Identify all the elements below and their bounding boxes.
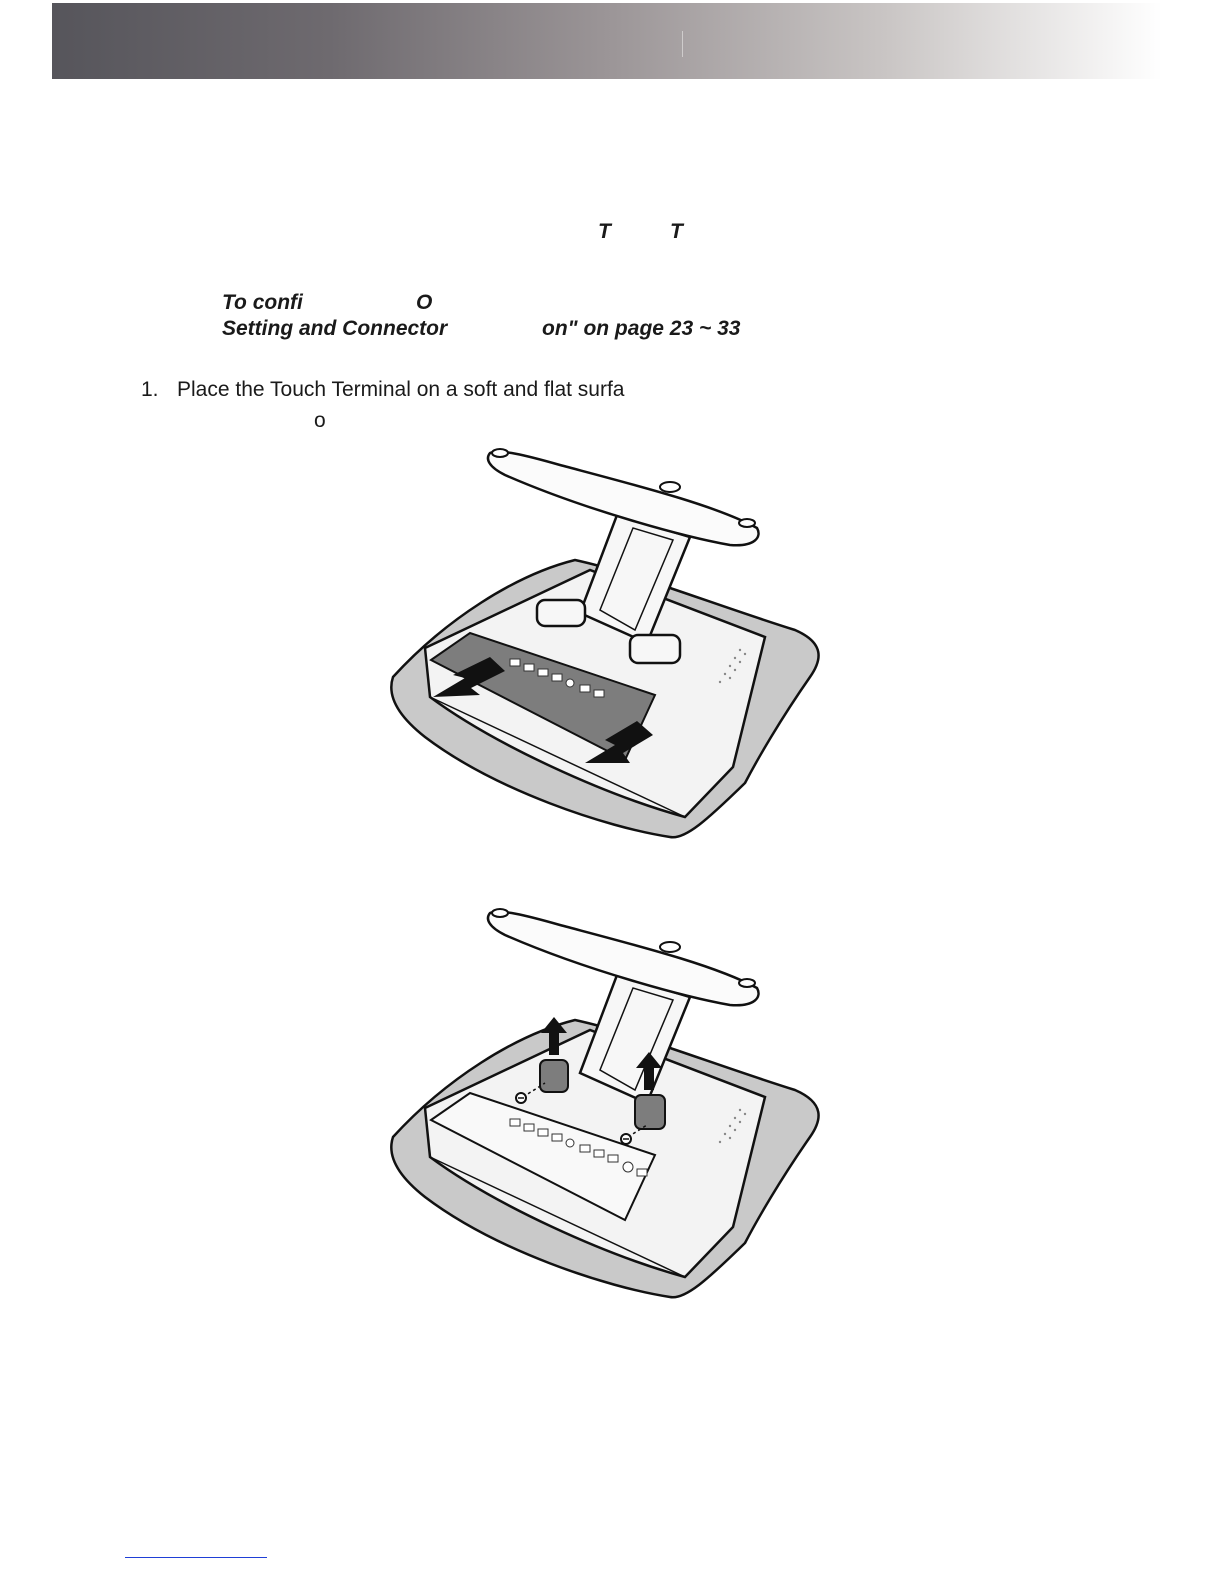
screw-icon (516, 1093, 526, 1103)
heading-fragment-2: T (670, 220, 683, 243)
page-header-bar (52, 3, 1162, 79)
screw-icon (621, 1134, 631, 1144)
heading-fragment-1: T (598, 220, 611, 243)
step1-number: 1. (141, 378, 159, 401)
figure-remove-rear-cover (385, 445, 830, 845)
hinge-cap-right (635, 1095, 665, 1129)
note-line1-start: To confi (222, 291, 303, 314)
footer-link-rule (125, 1557, 267, 1558)
note-line2-end: on" on page 23 ~ 33 (542, 317, 741, 340)
figure-remove-stand-hinge-caps (385, 905, 830, 1305)
stand-hinge-right (630, 635, 680, 663)
stand-hinge-left (537, 600, 585, 626)
note-line2-start: Setting and Connector (222, 317, 448, 340)
header-divider (682, 31, 683, 57)
note-line1-fragment: O (416, 291, 433, 314)
step1-continuation: o (314, 409, 326, 432)
hinge-cap-left (540, 1060, 568, 1092)
step1-text: Place the Touch Terminal on a soft and flat surfa (177, 378, 625, 401)
